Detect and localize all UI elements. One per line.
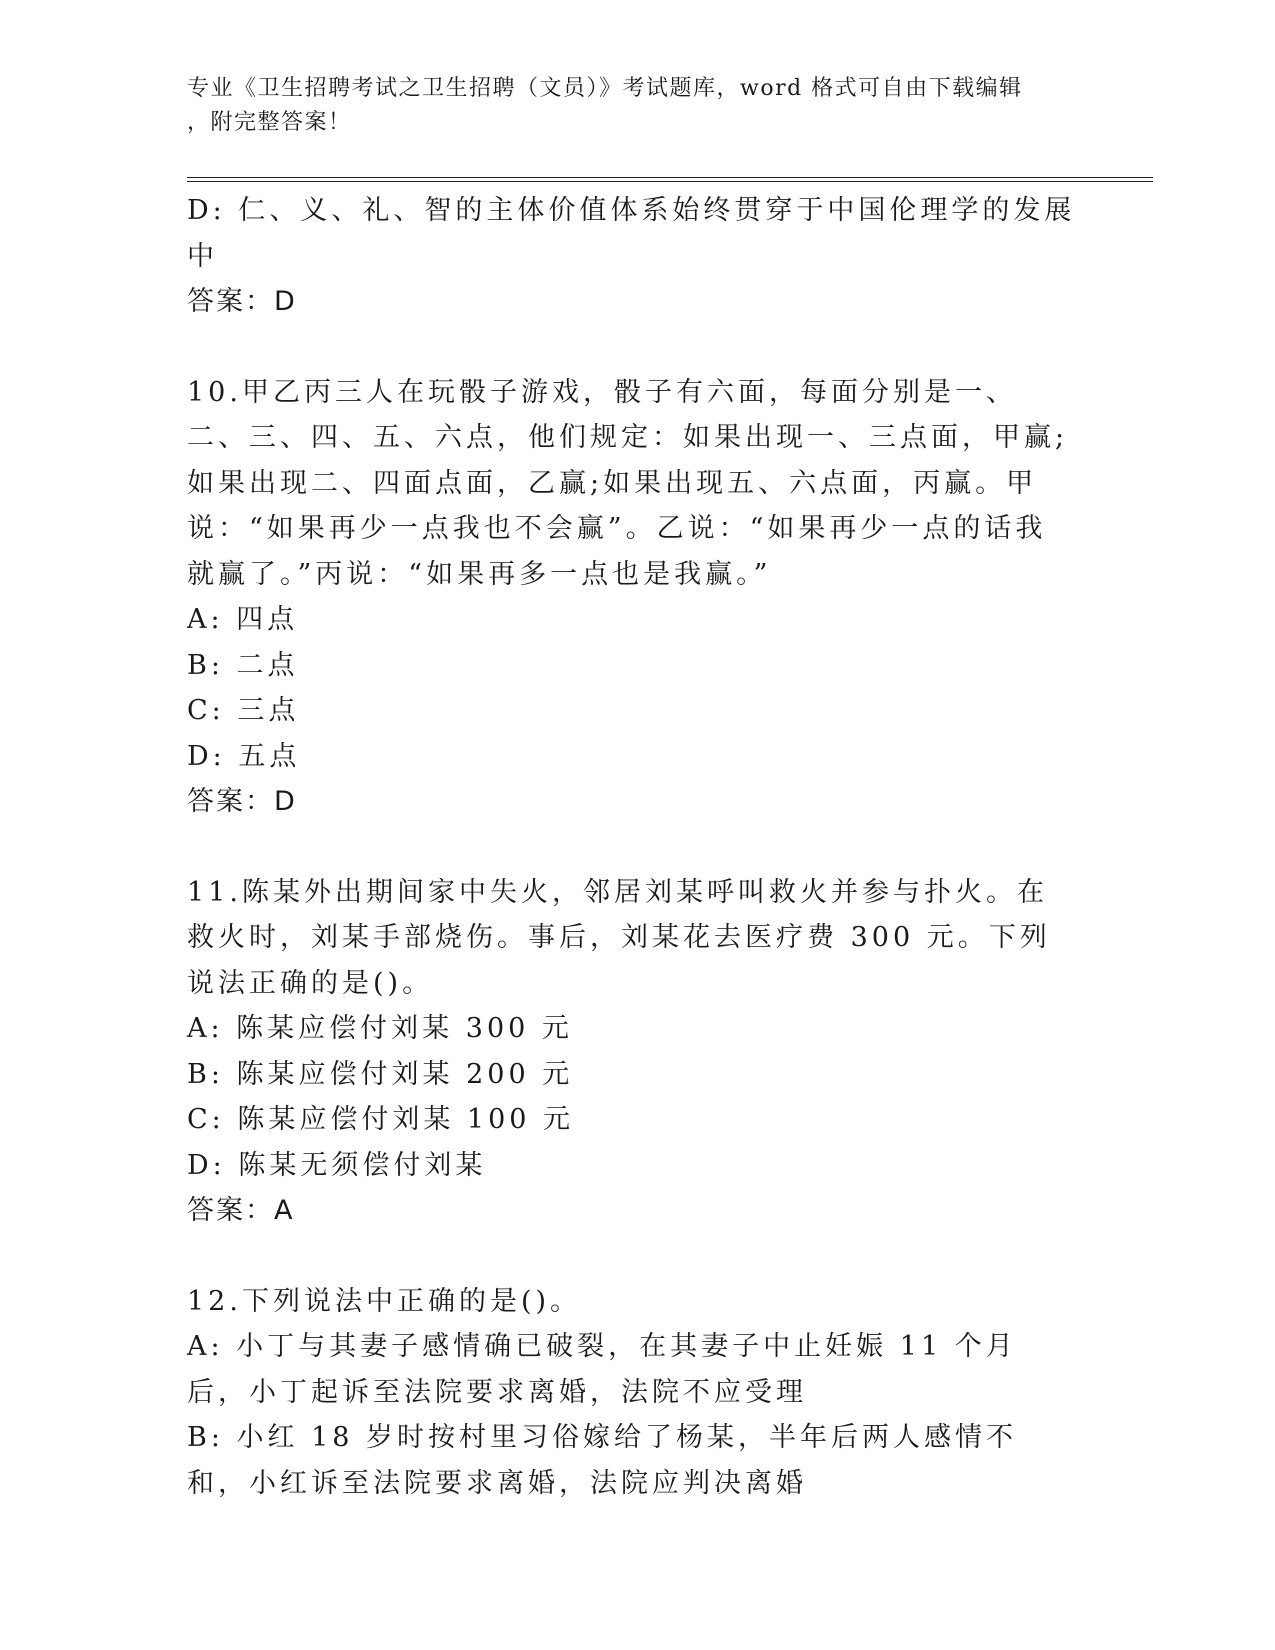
document-header (187, 72, 1067, 140)
header-line-1: 专业《卫生招聘考试之卫生招聘（文员）》考试题库，word 格式可自由下载编辑 (187, 76, 1023, 101)
option-d: D: 陈某无须偿付刘某 (187, 1149, 487, 1181)
header-divider (187, 177, 1153, 182)
answer: 答案：A (187, 1195, 295, 1226)
question-12 (187, 1279, 1077, 1507)
header-line-2: ，附完整答案！ (187, 110, 352, 135)
document-body (187, 188, 1077, 1506)
option-a: A: 陈某应偿付刘某 300 元 (187, 1013, 573, 1044)
option-b: B: 二点 (187, 649, 299, 681)
question-11 (187, 870, 1077, 1234)
carryover-option-d: D: 仁、义、礼、智的主体价值体系始终贯穿于中国伦理学的发展中 (187, 195, 1076, 272)
option-a: A: 四点 (187, 604, 299, 635)
question-10 (187, 370, 1077, 825)
option-b: B: 陈某应偿付刘某 200 元 (187, 1058, 574, 1090)
question-stem: 10.甲乙丙三人在玩骰子游戏，骰子有六面，每面分别是一、二、三、四、五、六点，他们规定：如果出现一、三点面，甲赢;如果出现二、四面点面，乙赢;如果出现五、六点面，丙赢。甲说：“如果再少一点我也不会赢”。乙说：“如果再少一点的话我就赢了。”丙说：“如果再多一点也是我赢。” (187, 376, 1069, 590)
question-stem: 12.下列说法中正确的是()。 (187, 1285, 582, 1317)
carryover-answer: 答案：D (187, 286, 297, 317)
option-c: C: 陈某应偿付刘某 100 元 (187, 1104, 575, 1135)
option-c: C: 三点 (187, 695, 300, 726)
option-d: D: 五点 (187, 740, 301, 772)
option-b: B: 小红 18 岁时按村里习俗嫁给了杨某，半年后两人感情不和，小红诉至法院要求离婚，法院应判决离婚 (187, 1422, 1018, 1499)
option-a: A: 小丁与其妻子感情确已破裂，在其妻子中止妊娠 11 个月后，小丁起诉至法院要求离婚，法院不应受理 (187, 1331, 1017, 1408)
answer: 答案：D (187, 786, 297, 817)
question-stem: 11.陈某外出期间家中失火，邻居刘某呼叫救火并参与扑火。在救火时，刘某手部烧伤。事后，刘某花去医疗费 300 元。下列说法正确的是()。 (187, 876, 1051, 999)
